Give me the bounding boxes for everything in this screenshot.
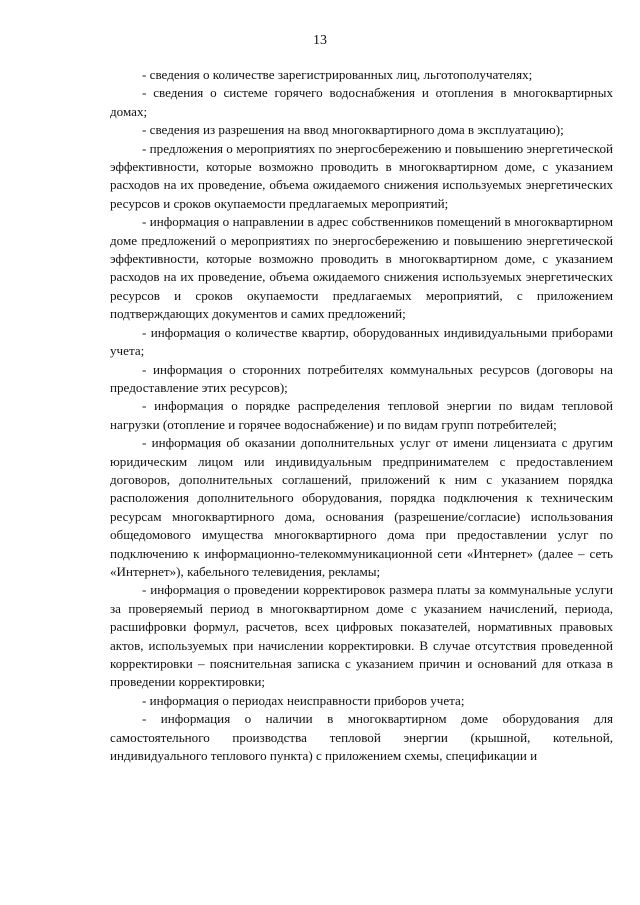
- paragraph-heat-production-equipment: - информация о наличии в многоквартирном доме оборудования для самостоятельного производства тепловой энергии (крышной, котельной, индивидуального теплового пункта) с приложением схемы, спецификации и: [110, 711, 613, 764]
- document-body: [110, 66, 613, 765]
- paragraph-payment-adjustments: - информация о проведении корректировок размера платы за коммунальные услуги за проверяемый период в многоквартирном доме с указанием начислений, периода, расшифровки формул, расчетов, всех цифровых показателей, нормативных правовых актов, используемых при начислении корректировки. В случае отсутствия проведенной корректировки – пояснительная записка с указанием причин и оснований для отказа в проведении корректировки;: [110, 582, 613, 690]
- paragraph-commissioning-permit: - сведения из разрешения на ввод многоквартирного дома в эксплуатацию);: [142, 122, 564, 138]
- page-number: 13: [313, 33, 327, 48]
- paragraph-additional-services: - информация об оказании дополнительных услуг от имени лицензиата с другим юридическим лицом или индивидуальным предпринимателем с предоставлением договоров, дополнительных соглашений, приложений к ним с указанием порядка расположения дополнительного оборудования, порядка подключения к техническим ресурсам многоквартирного дома, основания (разрешение/согласие) использования общедомового имущества многоквартирного дома при предоставлении услуг по подключению к информационно-телекоммуникационной сети «Интернет» (далее – сеть «Интернет»), кабельного телевидения, рекламы;: [110, 435, 613, 579]
- paragraph-third-party-consumers: - информация о сторонних потребителях коммунальных ресурсов (договоры на предоставление этих ресурсов);: [110, 361, 613, 395]
- paragraph-hot-water-heating: - сведения о системе горячего водоснабжения и отопления в многоквартирных домах;: [110, 85, 613, 119]
- paragraph-proposals-to-owners: - информация о направлении в адрес собственников помещений в многоквартирном доме предложений о мероприятиях по энергосбережению и повышению энергетической эффективности, которые возможно проводить в многоквартирном доме, с указанием расходов на их проведение, объема ожидаемого снижения используемых энергетических ресурсов и сроков окупаемости предлагаемых мероприятий, с приложением подтверждающих документов и самих предложений;: [110, 214, 613, 322]
- paragraph-meter-faults: - информация о периодах неисправности приборов учета;: [142, 692, 465, 708]
- paragraph-heat-distribution: - информация о порядке распределения тепловой энергии по видам тепловой нагрузки (отопление и горячее водоснабжение) и по видам групп потребителей;: [110, 398, 613, 432]
- paragraph-registered-persons: - сведения о количестве зарегистрированных лиц, льготополучателях;: [142, 67, 533, 82]
- paragraph-energy-saving-proposals: - предложения о мероприятиях по энергосбережению и повышению энергетической эффективности, которые возможно проводить в многоквартирном доме, с указанием расходов на их проведение, объема ожидаемого снижения используемых энергетических ресурсов и сроков окупаемости предлагаемых мероприятий;: [110, 140, 613, 211]
- paragraph-individual-meters: - информация о количестве квартир, оборудованных индивидуальными приборами учета;: [110, 324, 613, 359]
